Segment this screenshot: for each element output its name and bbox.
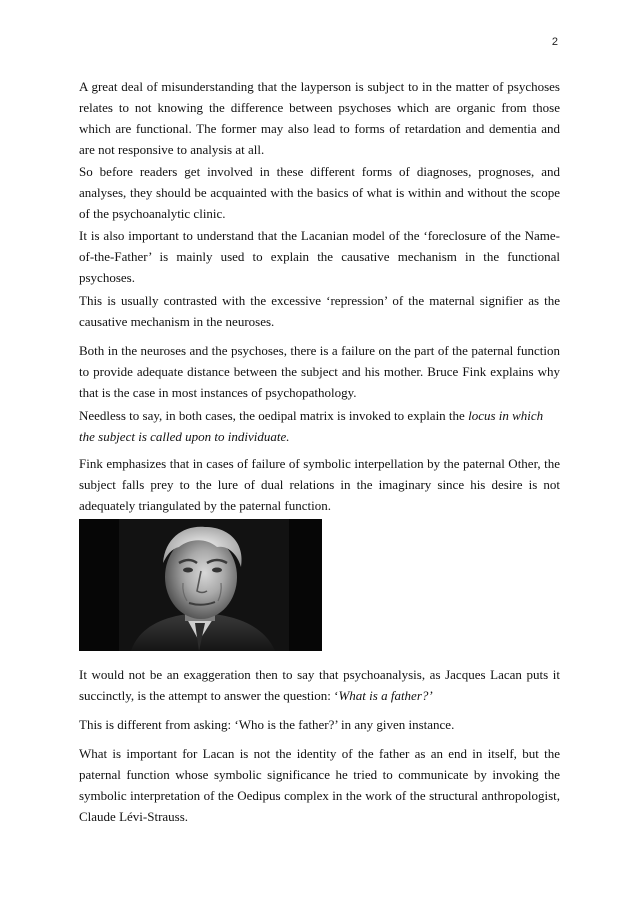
oedipal-italic-text: locus in which the subject is called upon to individuate. xyxy=(79,408,544,444)
paragraph-foreclosure: It is also important to understand that the Lacanian model of the ‘foreclosure of the Name-of-the-Father’ is mainly used to explain the causative mechanism in the functional psychoses. xyxy=(79,228,560,285)
paragraph-organic-vs-functional: A great deal of misunderstanding that the layperson is subject to in the matter of psychoses relates to not knowing the difference between psychoses which are organic from those which are functional. The former may also lead to forms of retardation and dementia and are not responsive to analysis at all. xyxy=(79,79,560,157)
paragraph-what-is-a-father xyxy=(79,664,560,706)
paragraph-symbolic-interpellation: Fink emphasizes that in cases of failure of symbolic interpellation by the paternal Other, the subject falls prey to the lure of dual relations in the imaginary since his desire is not adequately triangulated by the paternal function. xyxy=(79,456,560,513)
oedipal-text: Needless to say, in both cases, the oedipal matrix is invoked to explain the xyxy=(79,408,469,423)
paragraph-readers-basics: So before readers get involved in these different forms of diagnoses, prognoses, and analyses, they should be acquainted with the basics of what is within and without the scope of the psychoanalytic clinic. xyxy=(79,164,560,221)
paragraph-oedipal-matrix xyxy=(79,405,560,447)
paragraph-who-is-the-father: This is different from asking: ‘Who is the father?’ in any given instance. xyxy=(79,717,455,732)
father-question-text: It would not be an exaggeration then to say that psychoanalysis, as Jacques Lacan puts it succinctly, is the attempt to answer the question: ‘ xyxy=(79,667,560,703)
paragraph-paternal-function: Both in the neuroses and the psychoses, there is a failure on the part of the paternal function to provide adequate distance between the subject and his mother. Bruce Fink explains why that is the case in most instances of psychopathology. xyxy=(79,343,560,400)
page-number: 2 xyxy=(551,36,558,48)
paragraph-repression: This is usually contrasted with the excessive ‘repression’ of the maternal signifier as the causative mechanism in the neuroses. xyxy=(79,293,560,329)
lacan-portrait-photo xyxy=(79,519,322,651)
father-question-italic-text: What is a father?’ xyxy=(338,688,433,703)
paragraph-levi-strauss: What is important for Lacan is not the identity of the father as an end in itself, but the paternal function whose symbolic significance he tried to communicate by invoking the symbolic interpretation of the Oedipus complex in the work of the structural anthropologist, Claude Lévi-Strauss. xyxy=(79,746,560,824)
